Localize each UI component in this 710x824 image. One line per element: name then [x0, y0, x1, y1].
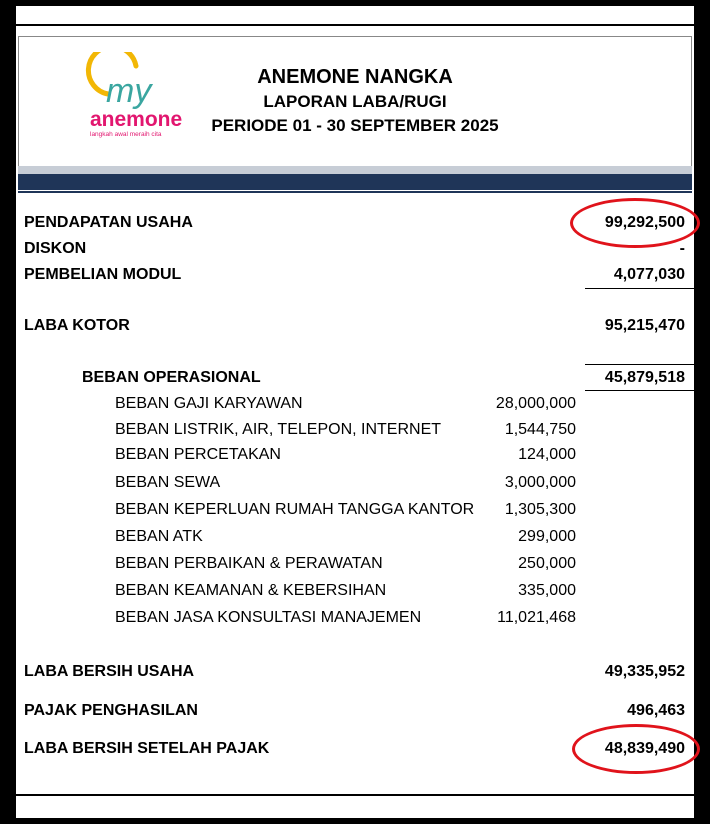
expense-value: 250,000	[518, 555, 576, 572]
expense-row	[24, 471, 688, 495]
bottom-border	[0, 818, 710, 824]
expense-row	[24, 579, 688, 603]
expense-label: BEBAN JASA KONSULTASI MANAJEMEN	[115, 609, 422, 626]
expense-value: 28,000,000	[495, 395, 576, 412]
header-band-navy	[18, 174, 692, 190]
right-border	[694, 0, 710, 824]
expense-row	[24, 392, 688, 416]
expense-label: BEBAN LISTRIK, AIR, TELEPON, INTERNET	[115, 421, 442, 438]
row-label: PAJAK PENGHASILAN	[24, 702, 198, 719]
revenue-highlight-circle	[570, 198, 700, 248]
row-laba-kotor	[24, 314, 688, 338]
row-label: LABA BERSIH SETELAH PAJAK	[24, 740, 270, 757]
row-value: 49,335,952	[604, 663, 685, 680]
row-pembelian-modul	[24, 263, 688, 287]
expense-row	[24, 606, 688, 630]
inner-top-line	[16, 24, 694, 26]
row-value: 99,292,500	[604, 214, 685, 231]
expense-label: BEBAN KEAMANAN & KEBERSIHAN	[115, 582, 387, 599]
expense-row	[24, 552, 688, 576]
title-block	[190, 64, 520, 138]
row-laba-bersih-usaha	[24, 660, 688, 684]
row-value: -	[679, 240, 685, 257]
operating-underline	[585, 390, 694, 391]
row-pajak-penghasilan	[24, 699, 688, 723]
header-band-line	[18, 191, 692, 193]
expense-value: 335,000	[518, 582, 576, 599]
expense-label: BEBAN SEWA	[115, 474, 221, 491]
net-profit-highlight-circle	[572, 724, 700, 774]
expense-label: BEBAN KEPERLUAN RUMAH TANGGA KANTOR	[115, 501, 475, 518]
row-value: 45,879,518	[604, 369, 685, 386]
row-label: LABA BERSIH USAHA	[24, 663, 195, 680]
anemone-logo	[78, 52, 188, 144]
expense-value: 1,544,750	[504, 421, 576, 438]
report-period: PERIODE 01 - 30 SEPTEMBER 2025	[211, 116, 499, 135]
expense-label: BEBAN ATK	[115, 528, 203, 545]
row-label: PENDAPATAN USAHA	[24, 214, 193, 231]
expense-row	[24, 443, 688, 467]
expense-row	[24, 498, 688, 522]
logo-tagline: langkah awal meraih cita	[90, 131, 162, 138]
report-title: LAPORAN LABA/RUGI	[263, 92, 447, 111]
expense-value: 11,021,468	[497, 609, 576, 626]
expense-value: 299,000	[518, 528, 576, 545]
row-label: DISKON	[24, 240, 87, 257]
expense-label: BEBAN PERCETAKAN	[115, 446, 281, 463]
expense-row	[24, 418, 688, 442]
row-value: 4,077,030	[613, 266, 685, 283]
logo-brand: anemone	[90, 108, 183, 131]
bottom-inner-line	[16, 794, 694, 796]
expense-label: BEBAN PERBAIKAN & PERAWATAN	[115, 555, 383, 572]
expense-value: 124,000	[518, 446, 576, 463]
row-beban-operasional	[24, 366, 688, 390]
row-value: 95,215,470	[604, 317, 685, 334]
expense-label: BEBAN GAJI KARYAWAN	[115, 395, 303, 412]
operating-top-line	[585, 364, 694, 365]
logo-mark: my	[106, 72, 152, 110]
expense-row	[24, 525, 688, 549]
header-band-light	[18, 166, 692, 174]
top-border	[0, 0, 710, 6]
company-name: ANEMONE NANGKA	[257, 66, 453, 88]
expense-value: 3,000,000	[504, 474, 576, 491]
row-value: 48,839,490	[604, 740, 685, 757]
expense-value: 1,305,300	[504, 501, 576, 518]
row-label: BEBAN OPERASIONAL	[82, 369, 261, 386]
row-label: PEMBELIAN MODUL	[24, 266, 182, 283]
left-border	[0, 0, 16, 824]
row-value: 496,463	[627, 702, 685, 719]
row-label: LABA KOTOR	[24, 317, 130, 334]
subtotal-underline	[585, 288, 694, 289]
